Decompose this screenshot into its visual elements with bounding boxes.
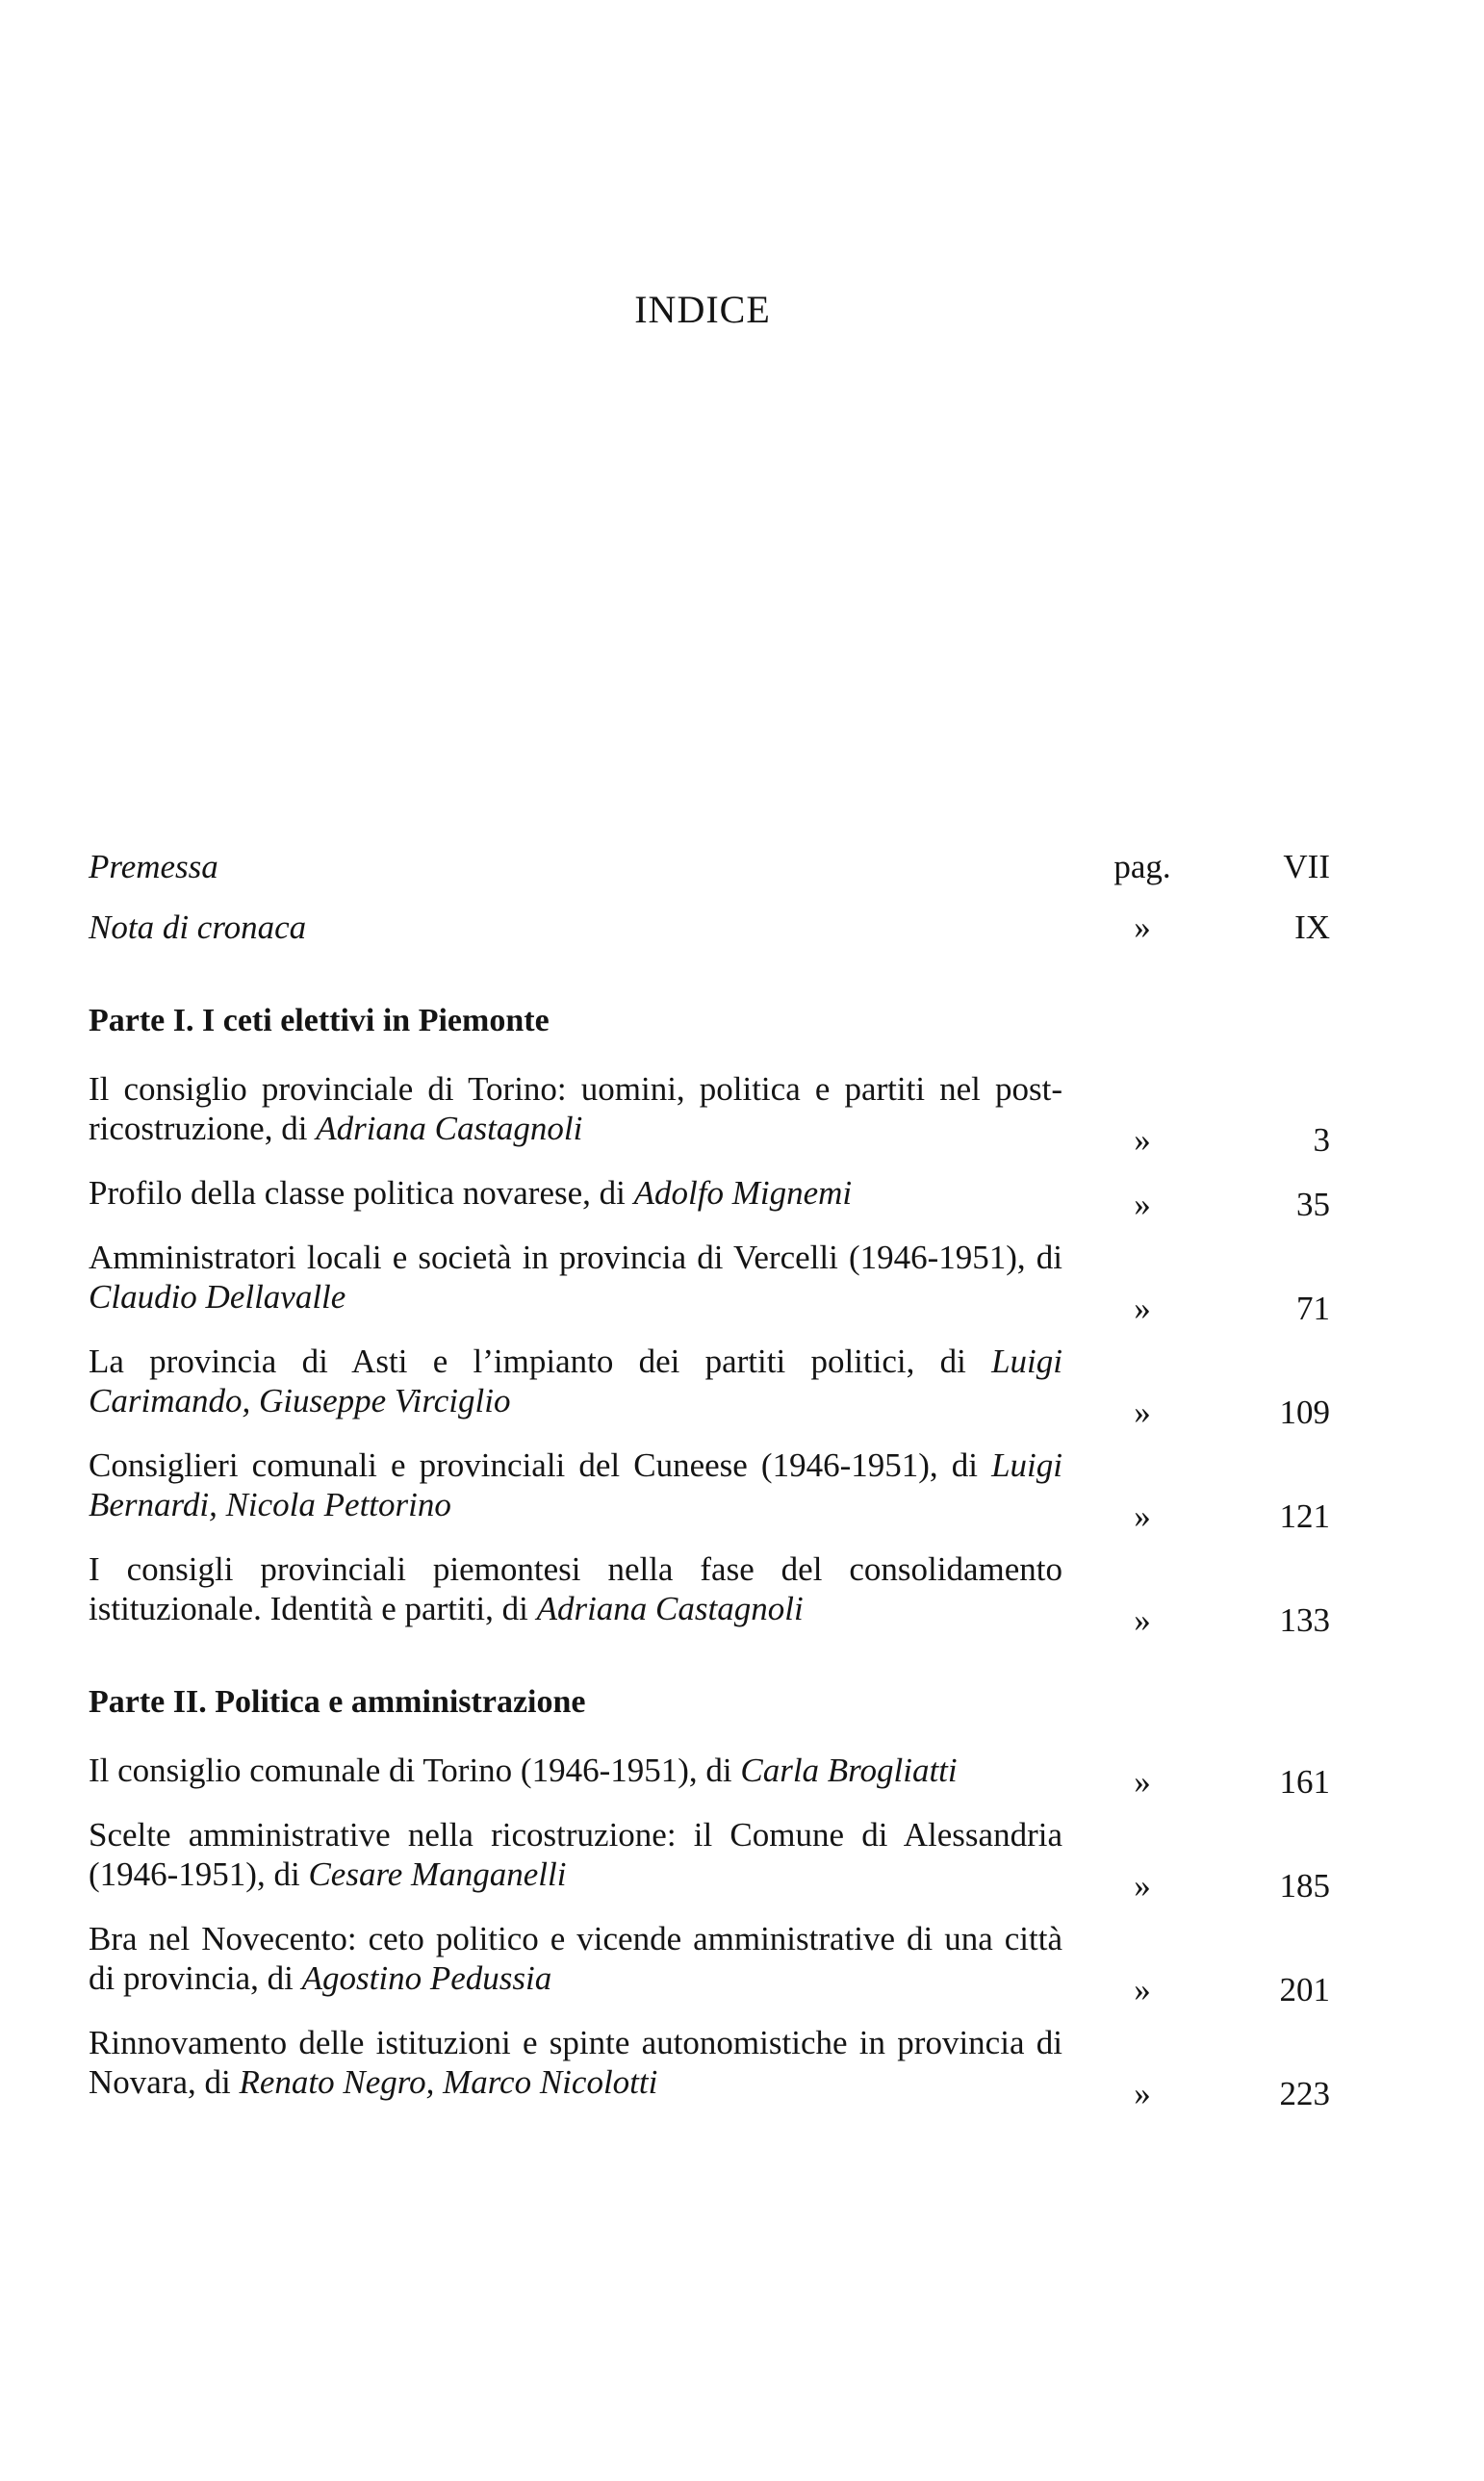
entry-title: Nota di cronaca	[89, 908, 307, 946]
page-number: IX	[1294, 908, 1330, 946]
part-number: Parte I.	[89, 1003, 194, 1038]
toc-entry	[89, 1238, 1330, 1327]
entry-author: Renato Negro, Marco Nicolotti	[239, 2063, 658, 2101]
page-marker: »	[1134, 1497, 1151, 1535]
page-number: 161	[1279, 1763, 1330, 1801]
toc-entry	[89, 1751, 1330, 1801]
toc-entry	[89, 1173, 1330, 1223]
entry-title: Scelte amministrative nella ricostruzione: il Comune di Alessandria (1946-1951), di	[89, 1816, 1062, 1893]
toc-entry	[89, 1549, 1330, 1639]
entry-author: Luigi Bernardi, Nicola Pettorino	[89, 1446, 1063, 1523]
entry-author: Adolfo Mignemi	[633, 1174, 853, 1212]
entry-title: Rinnovamento delle istituzioni e spinte autonomistiche in provincia di Novara, di	[89, 2024, 1062, 2101]
entry-title: Premessa	[89, 848, 218, 885]
page-number: 185	[1279, 1867, 1330, 1905]
page-title: INDICE	[634, 288, 771, 331]
entry-title: Bra nel Novecento: ceto politico e vicende amministrative di una città di provincia, di	[89, 1920, 1062, 1997]
entry-title: Il consiglio provinciale di Torino: uomini, politica e partiti nel post-ricostruzione, di	[89, 1070, 1062, 1147]
page-number: 35	[1296, 1186, 1330, 1223]
page-marker: »	[1134, 908, 1151, 946]
toc-entry-nota-di-cronaca	[89, 908, 1330, 947]
entry-title: Consiglieri comunali e provinciali del Cuneese (1946-1951), di	[89, 1446, 978, 1484]
entry-author: Luigi Carimando, Giuseppe Virciglio	[89, 1343, 1063, 1420]
entry-title: Il consiglio comunale di Torino (1946-1951), di	[89, 1752, 732, 1789]
page-number: 109	[1279, 1394, 1330, 1431]
entry-title: La provincia di Asti e l’impianto dei partiti politici, di	[89, 1343, 966, 1380]
page-marker: »	[1134, 1121, 1151, 1159]
page-marker: »	[1134, 1867, 1151, 1905]
part-number: Parte II.	[89, 1684, 207, 1720]
entry-author: Adriana Castagnoli	[316, 1110, 583, 1147]
page-marker: »	[1134, 1186, 1151, 1223]
page-number: 3	[1313, 1121, 1330, 1159]
toc-entry-premessa	[89, 847, 1330, 886]
toc-entry	[89, 1342, 1330, 1431]
page-marker: »	[1134, 1601, 1151, 1639]
part-title: I ceti elettivi in Piemonte	[202, 1003, 550, 1038]
table-of-contents	[89, 847, 1330, 2112]
toc-entry	[89, 1069, 1330, 1159]
entry-title: Amministratori locali e società in provincia di Vercelli (1946-1951), di	[89, 1239, 1062, 1276]
page-marker: »	[1134, 1971, 1151, 2008]
page-number: 223	[1279, 2075, 1330, 2112]
part-title: Politica e amministrazione	[215, 1684, 586, 1720]
entry-author: Agostino Pedussia	[301, 1959, 552, 1997]
entry-author: Claudio Dellavalle	[89, 1278, 346, 1316]
toc-entry	[89, 1919, 1330, 2008]
page-marker: »	[1134, 2075, 1151, 2112]
entry-author: Adriana Castagnoli	[536, 1590, 804, 1627]
page-marker: »	[1134, 1394, 1151, 1431]
page-number: 133	[1279, 1601, 1330, 1639]
entry-title: Profilo della classe politica novarese, di	[89, 1174, 626, 1212]
entry-author: Carla Brogliatti	[740, 1752, 958, 1789]
part-heading-2	[89, 1682, 1330, 1722]
page-marker: »	[1134, 1290, 1151, 1327]
toc-entry	[89, 1445, 1330, 1535]
page-number: VII	[1283, 848, 1330, 885]
toc-entry	[89, 2023, 1330, 2112]
toc-entry	[89, 1815, 1330, 1905]
page-number: 201	[1279, 1971, 1330, 2008]
part-heading-1	[89, 1001, 1330, 1040]
page-marker: »	[1134, 1763, 1151, 1801]
entry-author: Cesare Manganelli	[308, 1855, 567, 1893]
page-number: 71	[1296, 1290, 1330, 1327]
page-marker: pag.	[1113, 848, 1171, 885]
page-number: 121	[1279, 1497, 1330, 1535]
entry-title: I consigli provinciali piemontesi nella fase del consolidamento istituzionale. Identità e partiti, di	[89, 1550, 1062, 1627]
